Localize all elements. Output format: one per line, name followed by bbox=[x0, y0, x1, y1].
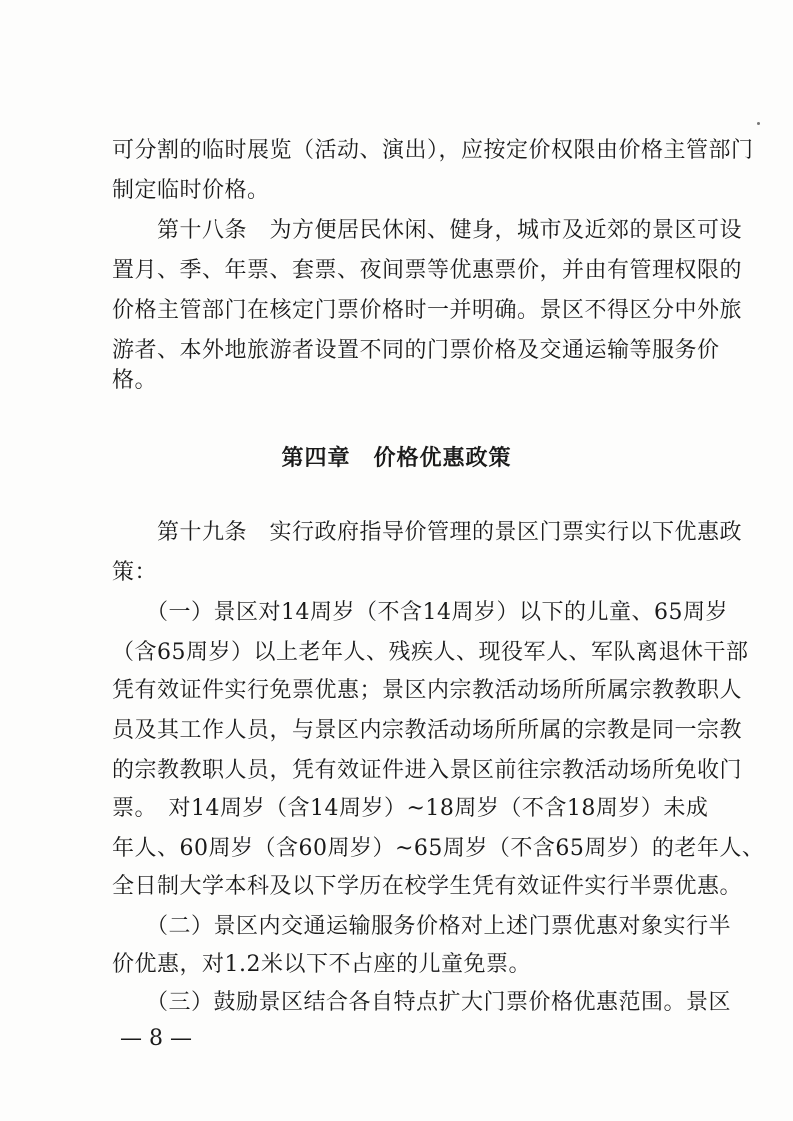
body-line: 年人、60周岁（含60周岁）~65周岁（不含65周岁）的老年人、 bbox=[112, 836, 765, 861]
body-line: （含65周岁）以上老年人、残疾人、现役军人、军队离退休干部 bbox=[112, 640, 749, 665]
body-line: 全日制大学本科及以下学历在校学生凭有效证件实行半票优惠。 bbox=[112, 874, 743, 899]
body-line: 的宗教教职人员，凭有效证件进入景区前往宗教活动场所免收门 bbox=[112, 758, 743, 783]
item-3-line: （三）鼓励景区结合各自特点扩大门票价格优惠范围。景区 bbox=[112, 990, 732, 1015]
item-1-line: （一）景区对14周岁（不含14周岁）以下的儿童、65周岁 bbox=[112, 600, 728, 625]
body-line: 游者、本外地旅游者设置不同的门票价格及交通运输等服务价 bbox=[112, 338, 720, 363]
body-line: 置月、季、年票、套票、夜间票等优惠票价，并由有管理权限的 bbox=[112, 258, 743, 283]
body-line: 可分割的临时展览（活动、演出），应按定价权限由价格主管部门 bbox=[112, 138, 754, 163]
body-line: 员及其工作人员，与景区内宗教活动场所所属的宗教是同一宗教 bbox=[112, 718, 743, 743]
body-line: 凭有效证件实行免票优惠；景区内宗教活动场所所属宗教教职人 bbox=[112, 678, 743, 703]
body-line: 策： bbox=[112, 560, 158, 585]
article-19-line: 第十九条 实行政府指导价管理的景区门票实行以下优惠政 bbox=[112, 520, 743, 545]
chapter-heading: 第四章 价格优惠政策 bbox=[281, 446, 512, 471]
item-2-line: （二）景区内交通运输服务价格对上述门票优惠对象实行半 bbox=[112, 914, 732, 939]
body-line: 价格主管部门在核定门票价格时一并明确。景区不得区分中外旅 bbox=[112, 298, 743, 323]
body-line: 价优惠，对1.2米以下不占座的儿童免票。 bbox=[112, 952, 531, 977]
body-line: 票。 对14周岁（含14周岁）~18周岁（不含18周岁）未成 bbox=[112, 796, 709, 821]
page-number: — 8 — bbox=[120, 1026, 192, 1051]
scan-speck bbox=[757, 122, 760, 125]
article-18-line: 第十八条 为方便居民休闲、健身，城市及近郊的景区可设 bbox=[112, 218, 743, 243]
body-line: 制定临时价格。 bbox=[112, 178, 270, 203]
body-line: 格。 bbox=[112, 368, 158, 393]
